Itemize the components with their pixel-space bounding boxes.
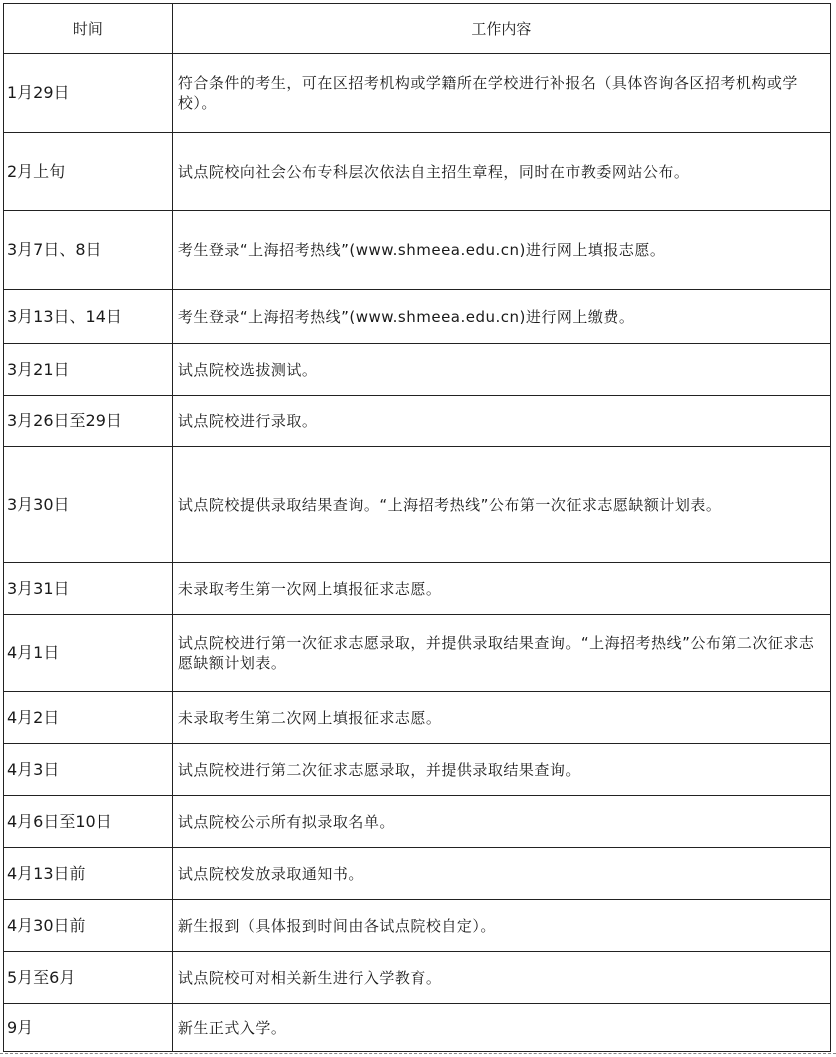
header-content: 工作内容 bbox=[172, 4, 830, 54]
row-time: 4月30日前 bbox=[4, 900, 173, 952]
row-time: 9月 bbox=[4, 1004, 173, 1052]
row-time: 3月30日 bbox=[4, 447, 173, 563]
table-row bbox=[4, 396, 831, 447]
row-time: 3月31日 bbox=[4, 563, 173, 615]
table-row bbox=[4, 447, 831, 563]
row-time: 4月3日 bbox=[4, 744, 173, 796]
row-content: 试点院校进行第二次征求志愿录取，并提供录取结果查询。 bbox=[172, 744, 830, 796]
header-time: 时间 bbox=[4, 4, 173, 54]
row-time: 3月21日 bbox=[4, 344, 173, 396]
row-content: 试点院校进行第一次征求志愿录取，并提供录取结果查询。“上海招考热线”公布第二次征求志愿缺额计划表。 bbox=[172, 615, 830, 692]
table-row bbox=[4, 290, 831, 344]
row-time: 3月26日至29日 bbox=[4, 396, 173, 447]
row-content: 试点院校发放录取通知书。 bbox=[172, 848, 830, 900]
row-content: 新生正式入学。 bbox=[172, 1004, 830, 1052]
row-content: 考生登录“上海招考热线”(www.shmeea.edu.cn)进行网上填报志愿。 bbox=[172, 211, 830, 290]
table-row bbox=[4, 54, 831, 133]
row-time: 3月13日、14日 bbox=[4, 290, 173, 344]
row-time: 3月7日、8日 bbox=[4, 211, 173, 290]
row-time: 4月2日 bbox=[4, 692, 173, 744]
row-content: 试点院校选拔测试。 bbox=[172, 344, 830, 396]
table-row bbox=[4, 796, 831, 848]
row-content: 试点院校向社会公布专科层次依法自主招生章程，同时在市教委网站公布。 bbox=[172, 133, 830, 211]
row-time: 5月至6月 bbox=[4, 952, 173, 1004]
table-row bbox=[4, 563, 831, 615]
row-content: 未录取考生第一次网上填报征求志愿。 bbox=[172, 563, 830, 615]
row-content: 试点院校可对相关新生进行入学教育。 bbox=[172, 952, 830, 1004]
row-content: 符合条件的考生，可在区招考机构或学籍所在学校进行补报名（具体咨询各区招考机构或学校）。 bbox=[172, 54, 830, 133]
row-time: 2月上旬 bbox=[4, 133, 173, 211]
schedule-table bbox=[3, 3, 831, 1052]
row-content: 试点院校公示所有拟录取名单。 bbox=[172, 796, 830, 848]
row-content: 考生登录“上海招考热线”(www.shmeea.edu.cn)进行网上缴费。 bbox=[172, 290, 830, 344]
table-row bbox=[4, 900, 831, 952]
table-row bbox=[4, 615, 831, 692]
row-time: 4月13日前 bbox=[4, 848, 173, 900]
table-row bbox=[4, 848, 831, 900]
table-row bbox=[4, 692, 831, 744]
table-row bbox=[4, 744, 831, 796]
row-content: 新生报到（具体报到时间由各试点院校自定）。 bbox=[172, 900, 830, 952]
table-row bbox=[4, 1004, 831, 1052]
table-row bbox=[4, 133, 831, 211]
row-content: 未录取考生第二次网上填报征求志愿。 bbox=[172, 692, 830, 744]
row-content: 试点院校提供录取结果查询。“上海招考热线”公布第一次征求志愿缺额计划表。 bbox=[172, 447, 830, 563]
table-row bbox=[4, 952, 831, 1004]
table-row bbox=[4, 344, 831, 396]
table-row bbox=[4, 211, 831, 290]
row-content: 试点院校进行录取。 bbox=[172, 396, 830, 447]
header-row bbox=[4, 4, 831, 54]
page-divider bbox=[0, 1053, 836, 1054]
row-time: 1月29日 bbox=[4, 54, 173, 133]
row-time: 4月1日 bbox=[4, 615, 173, 692]
row-time: 4月6日至10日 bbox=[4, 796, 173, 848]
